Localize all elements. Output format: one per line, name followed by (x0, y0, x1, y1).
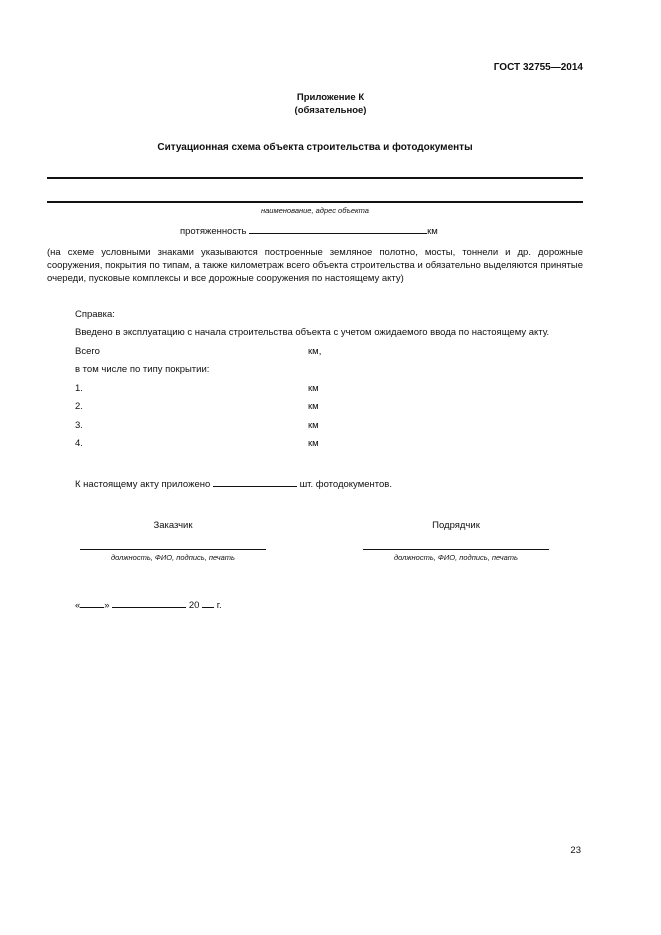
reference-title: Справка: (75, 309, 115, 320)
total-label: Всего (75, 346, 100, 357)
contractor-signature-line[interactable] (363, 549, 549, 550)
date-row (75, 597, 222, 611)
appendix-heading: Ситуационная схема объекта строительства и фотодокументы (157, 142, 473, 153)
type-item-number: 2. (75, 401, 83, 412)
type-item-number: 3. (75, 420, 83, 431)
date-year-field[interactable] (202, 597, 214, 608)
attachment-row (75, 476, 392, 490)
date-month-field[interactable] (112, 597, 186, 608)
length-label: протяженность (180, 226, 247, 237)
date-close-quote: » (104, 600, 110, 611)
type-item-number: 1. (75, 383, 83, 394)
contractor-caption: должность, ФИО, подпись, печать (393, 553, 518, 562)
object-name-line-2 (47, 201, 583, 203)
type-item-unit: км (308, 438, 319, 449)
by-type-label: в том числе по типу покрытии: (75, 364, 210, 375)
customer-title: Заказчик (153, 520, 193, 531)
type-item-unit: км (308, 420, 319, 431)
type-item-number: 4. (75, 438, 83, 449)
attachment-prefix: К настоящему акту приложено (75, 479, 211, 490)
type-item-unit: км (308, 383, 319, 394)
appendix-title: Приложение К (296, 92, 365, 103)
date-open-quote: « (75, 600, 81, 611)
customer-signature-line[interactable] (80, 549, 266, 550)
length-unit: км (427, 226, 438, 237)
total-unit: км, (308, 346, 322, 357)
attachment-suffix: шт. фотодокументов. (299, 479, 392, 490)
length-field[interactable] (249, 223, 427, 234)
scheme-note: (на схеме условными знаками указываются построенные земляное полотно, мосты, тоннели и др. дорожные сооружения, покрытия по типам, а также километраж всего объекта строительства и обязательно выделяются принятые очереди, пусковые комплексы и все дорожные сооружения по настоящему акту) (47, 247, 583, 284)
object-name-line-1 (47, 177, 583, 179)
customer-caption: должность, ФИО, подпись, печать (110, 553, 235, 562)
reference-intro: Введено в эксплуатацию с начала строительства объекта с учетом ожидаемого ввода по настоящему акту. (75, 327, 550, 338)
document-id: ГОСТ 32755—2014 (493, 62, 583, 73)
date-year-suffix: г. (216, 600, 222, 611)
type-item-unit: км (308, 401, 319, 412)
contractor-title: Подрядчик (432, 520, 480, 531)
length-row (180, 223, 438, 237)
page-number: 23 (570, 845, 581, 856)
attachment-count-field[interactable] (213, 476, 297, 487)
appendix-status: (обязательное) (294, 105, 367, 116)
date-year-prefix: 20 (188, 600, 200, 611)
date-day-field[interactable] (80, 597, 104, 608)
object-name-caption: наименование, адрес объекта (261, 206, 369, 215)
